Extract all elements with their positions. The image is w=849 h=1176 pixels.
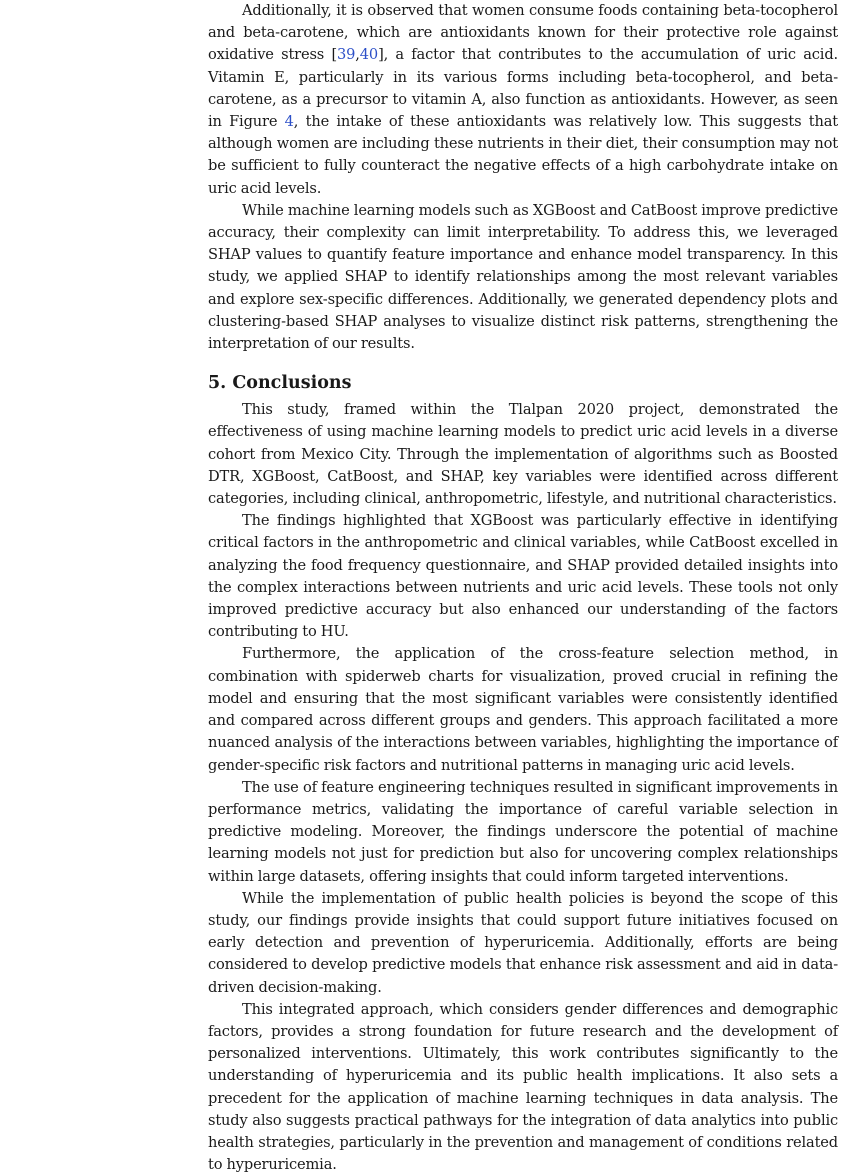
discussion-paragraph-shap: While machine learning models such as XGBoost and CatBoost improve predictive accuracy, their complexity can limit interpretability. To address this, we leveraged SHAP values to quantify feature importance and enhance model transparency. In this study, we applied SHAP to identify relationships among the most relevant variables and explore sex-specific differences. Additionally, we generated dependency plots and clustering-based SHAP analyses to visualize distinct risk patterns, strengthening the interpretation of our results. [208, 201, 838, 353]
discussion-paragraph-antioxidants [208, 0, 838, 200]
conclusions-paragraph-5: While the implementation of public health policies is beyond the scope of this study, our findings provide insights that could support future initiatives focused on early detection and prevention of hyperuricemia. Additionally, efforts are being considered to develop predictive models that enhance risk assessment and aid in data-driven decision-making. [208, 889, 838, 996]
paragraph-text: ], a factor that contributes to the accumulation of uric acid. Vitamin E, particularly in its various forms including beta-tocopherol, and beta-carotene, as a precursor to vitamin A, also function as antioxidants. However, as seen in Figure [208, 46, 839, 131]
conclusions-paragraph-4: The use of feature engineering techniques resulted in significant improvements in performance metrics, validating the importance of careful variable selection in predictive modeling. Moreover, the findings underscore the potential of machine learning models not just for prediction but also for uncovering complex relationships within large datasets, offering insights that could inform targeted interventions. [208, 778, 838, 885]
citation-link-39[interactable]: 39 [337, 46, 356, 64]
section-heading-conclusions: 5. Conclusions [208, 373, 352, 394]
conclusions-paragraph-3: Furthermore, the application of the cross-feature selection method, in combination with spiderweb charts for visualization, proved crucial in refining the model and ensuring that the most significant variables were consistently identified and compared across different groups and genders. This approach facilitated a more nuanced analysis of the interactions between variables, highlighting the importance of gender-specific risk factors and nutritional patterns in managing uric acid levels. [208, 645, 838, 774]
citation-link-40[interactable]: 40 [359, 46, 379, 64]
paragraph-text: Additionally, it is observed that women consume foods containing beta-tocopherol and beta-carotene, which are antioxidants known for their protective role against oxidative stress [ [208, 2, 838, 64]
citation-separator: , [355, 46, 360, 64]
conclusions-paragraph-1: This study, framed within the Tlalpan 2020 project, demonstrated the effectiveness of using machine learning models to predict uric acid levels in a diverse cohort from Mexico City. Through the implementation of algorithms such as Boosted DTR, XGBoost, CatBoost, and SHAP, key variables were identified across different categories, including clinical, anthropometric, lifestyle, and nutritional characteristics. [208, 401, 838, 508]
conclusions-paragraph-2: The findings highlighted that XGBoost was particularly effective in identifying critical factors in the anthropometric and clinical variables, while CatBoost excelled in analyzing the food frequency questionnaire, and SHAP provided detailed insights into the complex interactions between nutrients and uric acid levels. These tools not only improved predictive accuracy but also enhanced our understanding of the factors contributing to HU. [208, 512, 838, 641]
article-page [208, 0, 838, 1176]
figure-link-4[interactable]: 4 [284, 113, 294, 131]
conclusions-paragraph-6: This integrated approach, which considers gender differences and demographic factors, provides a strong foundation for future research and the development of personalized interventions. Ultimately, this work contributes significantly to the understanding of hyperuricemia and its public health implications. It also sets a precedent for the application of machine learning techniques in data analysis. The study also suggests practical pathways for the integration of data analytics into public health strategies, particularly in the prevention and management of conditions related to hyperuricemia. [208, 1000, 838, 1174]
paragraph-text: , the intake of these antioxidants was relatively low. This suggests that although women are including these nutrients in their diet, their consumption may not be sufficient to fully counteract the negative effects of a high carbohydrate intake on uric acid levels. [208, 113, 838, 197]
